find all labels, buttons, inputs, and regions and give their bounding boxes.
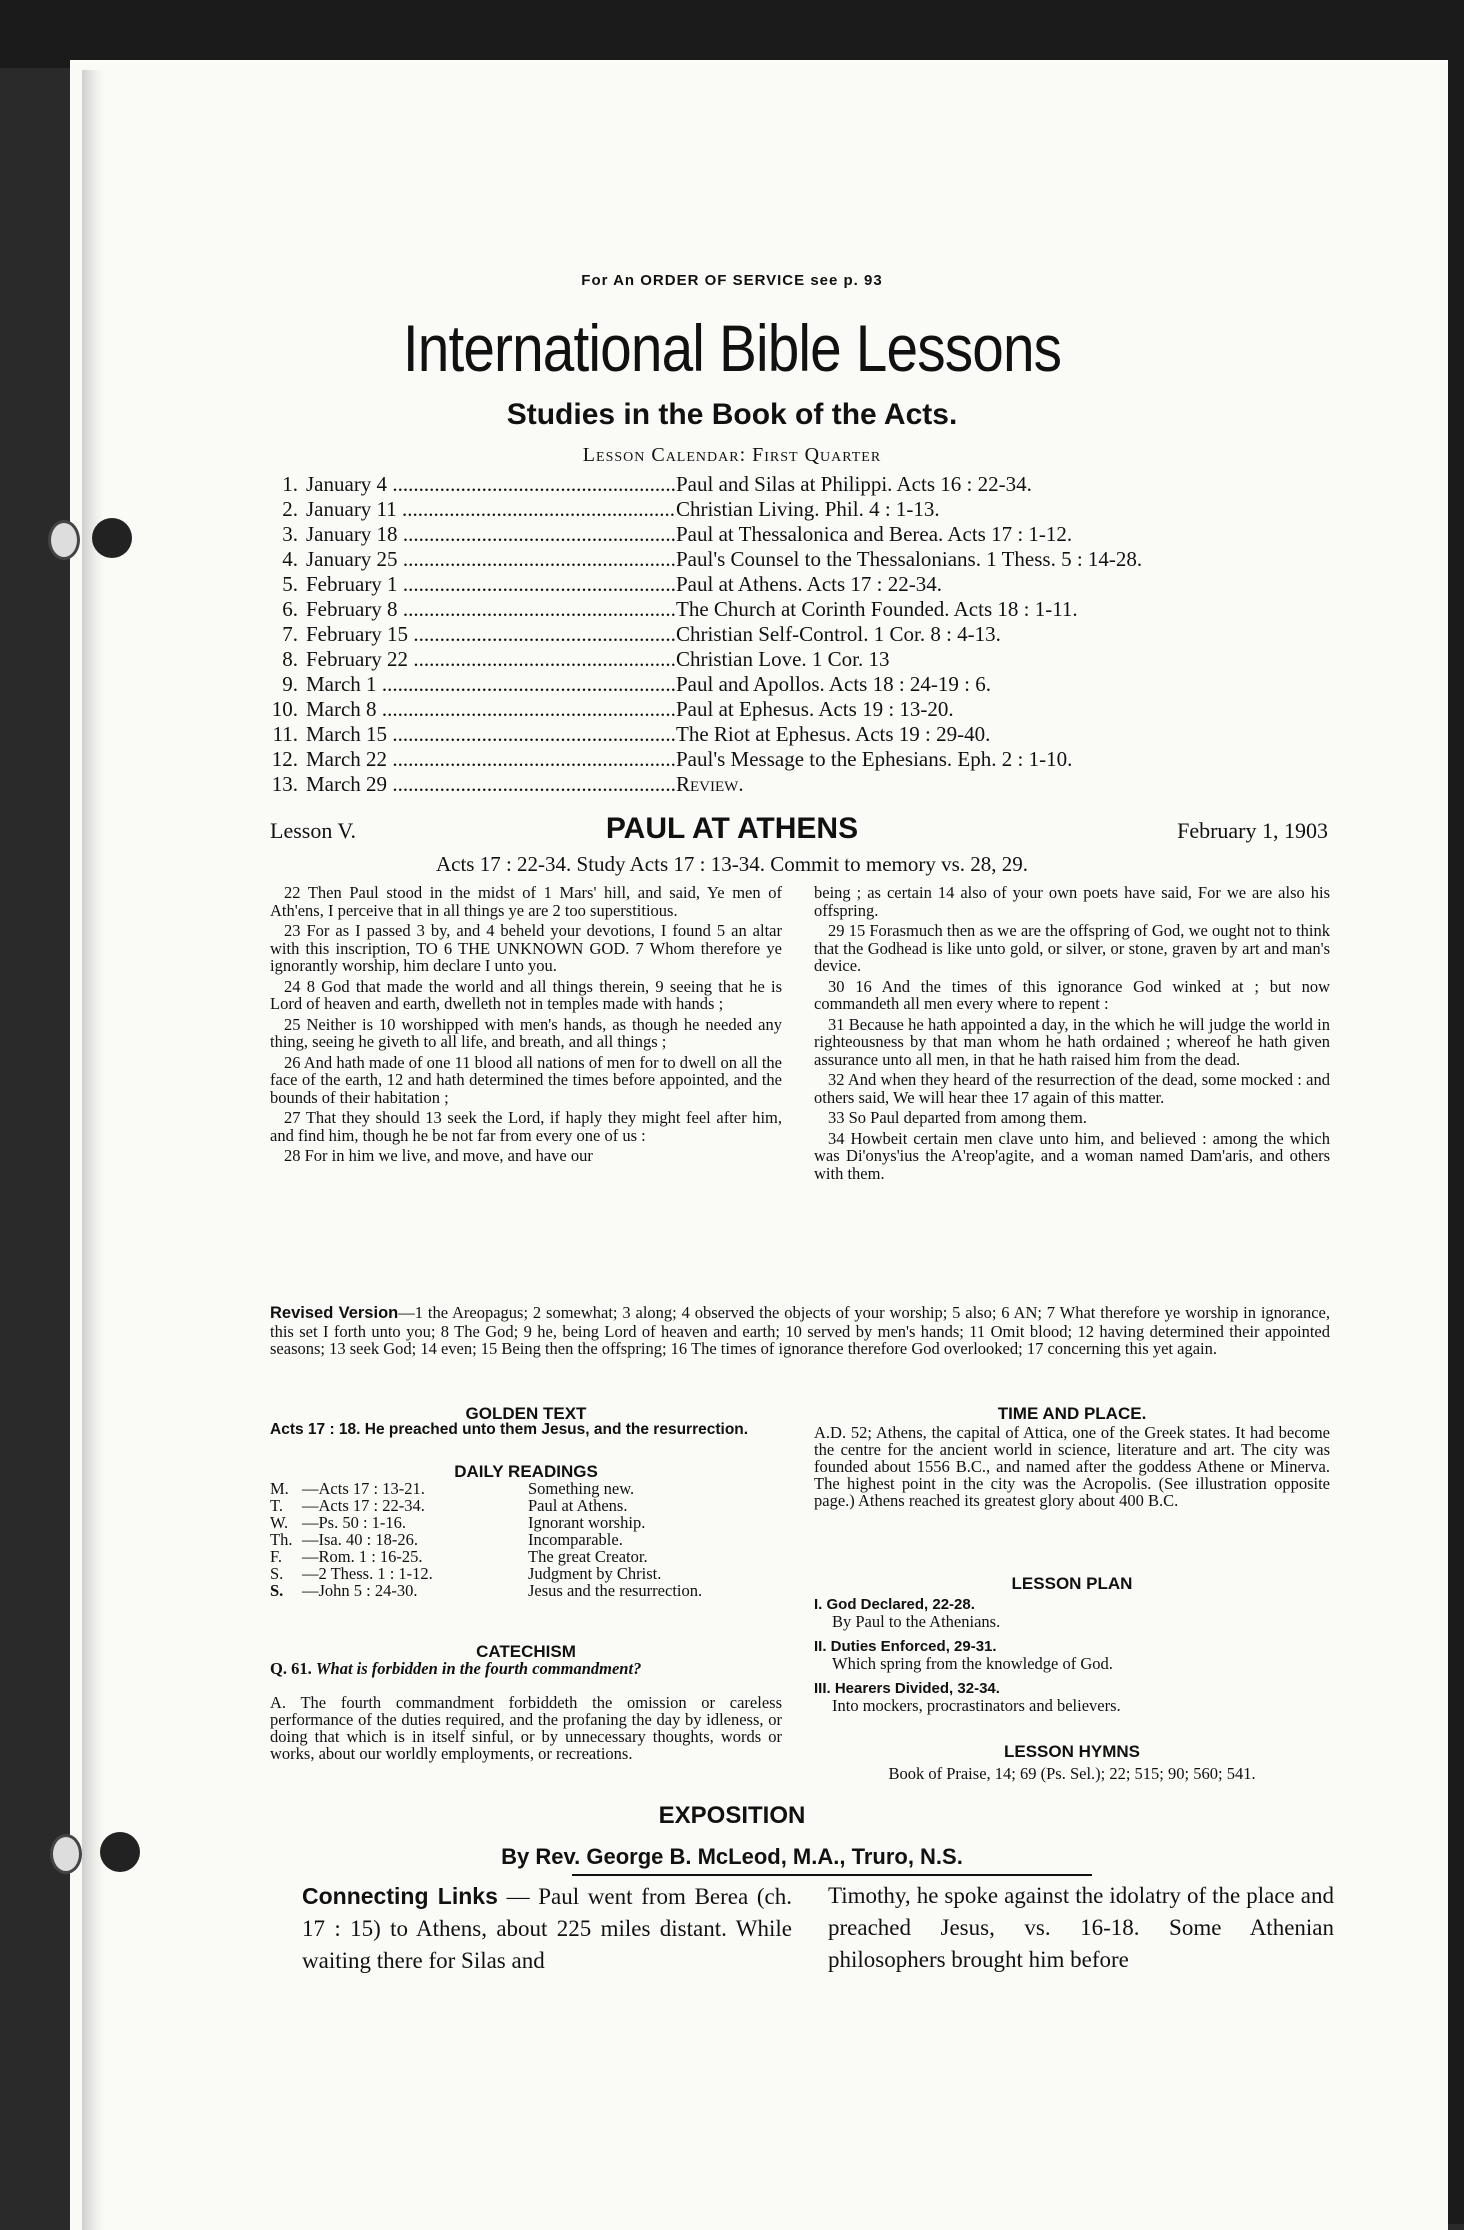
lesson-plan-detail: Into mockers, procrastinators and believers. [832,1696,1121,1715]
lesson-calendar [268,472,1328,797]
lesson-reference: Acts 17 : 22-34. Study Acts 17 : 13-34. Commit to memory vs. 28, 29. [435,852,1029,876]
connecting-links-label: Connecting Links [302,1883,498,1909]
exposition-author: By Rev. George B. McLeod, M.A., Truro, N.S. [501,1844,963,1869]
verse-paragraph: 33 So Paul departed from among them. [828,1108,1087,1127]
golden-text: Acts 17 : 18. He preached unto them Jesus, and the resurrection. [270,1421,749,1438]
calendar-row: 9. March 1 ..... Paul and Apollos. Acts 18 : 24-19 : 6. [268,672,1328,697]
calendar-row: 4. January 25 ..... Paul's Counsel to the Thessalonians. 1 Thess. 5 : 14-28. [268,547,1328,572]
catechism-question: Q. 61. What is forbidden in the fourth commandment? [270,1659,642,1678]
verse-paragraph: 34 Howbeit certain men clave unto him, and believed : among the which was Di'onys'ius the A'reop'agite, and a woman named Dam'aris, and others with them. [814,1128,1330,1183]
page-subtitle: Studies in the Book of the Acts. [506,398,958,431]
lesson-plan-detail: By Paul to the Athenians. [832,1612,1001,1631]
lesson-title: PAUL AT ATHENS [605,812,859,845]
verse-paragraph: 23 For as I passed 3 by, and 4 beheld your devotions, I found 5 an altar with this inscription, TO 6 THE UNKNOWN GOD. 7 Whom therefore ye ignorantly worship, him declare I unto you. [270,921,782,975]
verse-paragraph: 24 8 God that made the world and all things therein, 9 seeing that he is Lord of heaven and earth, dwelleth not in temples made with hands ; [270,976,782,1013]
catechism-title: CATECHISM [476,1642,576,1661]
calendar-row: 2. January 11 ..... Christian Living. Phil. 4 : 1-13. [268,497,1328,522]
list-item: Th. —Isa. 40 : 18-26. Incomparable. [270,1530,623,1549]
verse-paragraph: 31 Because he hath appointed a day, in the which he will judge the world in righteousness by that man whom he hath ordained ; whereof he hath given assurance unto all men, in that he hath raised him from the dead. [814,1014,1330,1069]
calendar-row: 13. March 29 ..... Review. [268,772,1328,797]
revised-version-text: —1 the Areopagus; 2 somewhat; 3 along; 4 observed the objects of your worship; 5 also; 6 AN; 7 What therefore ye worship in ignorance, this set I forth unto you; 8 The God; 9 he, being Lord of heaven and earth; 10 served by men's hands; 11 Omit blood; 12 having determined their appointed seasons; 13 seek God; 14 even; 15 Being then the offspring; 16 The times of ignorance therefore God overlooked; 17 concerning this yet again. [270,1303,1331,1358]
verse-paragraph: 26 And hath made of one 11 blood all nations of men for to dwell on all the face of the earth, 12 and hath determined the times before appointed, and the bounds of their habitation ; [270,1052,782,1107]
lesson-plan-heading: I. God Declared, 22-28. [814,1596,975,1613]
page-binding-edge [82,70,104,2230]
revised-version-label: Revised Version [270,1304,399,1322]
list-item: M. —Acts 17 : 13-21. Something new. [270,1479,635,1498]
order-of-service-note: For An ORDER OF SERVICE see p. 93 [581,272,883,289]
calendar-row: 11. March 15 ..... The Riot at Ephesus. Acts 19 : 29-40. [268,722,1328,747]
verse-paragraph: 32 And when they heard of the resurrection of the dead, some mocked : and others said, We will hear thee 17 again of this matter. [814,1070,1330,1107]
verse-paragraph: 22 Then Paul stood in the midst of 1 Mars' hill, and said, Ye men of Ath'ens, I perceive that in all things ye are 2 too superstitious. [270,883,782,920]
lesson-number: Lesson V. [270,818,356,843]
lesson-plan-heading: III. Hearers Divided, 32-34. [814,1680,1000,1697]
calendar-row: 7. February 15 ..... Christian Self-Control. 1 Cor. 8 : 4-13. [268,622,1328,647]
list-item: W. —Ps. 50 : 1-16. Ignorant worship. [270,1513,646,1532]
lesson-date: February 1, 1903 [1177,818,1328,843]
list-item: F. —Rom. 1 : 16-25. The great Creator. [270,1547,648,1566]
golden-text-title: GOLDEN TEXT [465,1404,587,1423]
scan-border-top [0,0,1464,68]
exposition-left-text: — Paul went from Berea (ch. 17 : 15) to Athens, about 225 miles distant. While waiting there for Silas and [302,1884,792,1973]
calendar-row: 6. February 8 ..... The Church at Corinth Founded. Acts 18 : 1-11. [268,597,1328,622]
scripture-left-column [270,884,782,1168]
calendar-row: 8. February 22 ..... Christian Love. 1 Cor. 13 [268,647,1328,672]
verse-paragraph: 25 Neither is 10 worshipped with men's hands, as though he needed any thing, seeing he giveth to all life, and breath, and all things ; [270,1014,782,1051]
revised-version-notes [270,1304,1330,1358]
binder-ring-icon [48,520,80,560]
time-place-title: TIME AND PLACE. [997,1404,1147,1423]
list-item: S. —2 Thess. 1 : 1-12. Judgment by Christ. [270,1564,662,1583]
exposition-right-text: Timothy, he spoke against the idolatry of the place and preached Jesus, vs. 16-18. Some Athenian philosophers brought him before [828,1883,1334,1972]
verse-paragraph: 30 16 And the times of this ignorance God winked at ; but now commandeth all men every where to repent : [814,976,1330,1013]
author-underline [572,1874,1092,1876]
verse-paragraph: 29 15 Forasmuch then as we are the offspring of God, we ought not to think that the Godhead is like unto gold, or silver, or stone, graven by art and man's device. [814,921,1330,975]
calendar-row: 12. March 22 ..... Paul's Message to the Ephesians. Eph. 2 : 1-10. [268,747,1328,772]
time-place-text: A.D. 52; Athens, the capital of Attica, one of the Greek states. It had become the centre for the ancient world in science, literature and art. The city was founded about 1556 B.C., and named after the goddess Athene or Minerva. The highest point in the city was the Acropolis. (See illustration opposite page.) Athens reached its greatest glory about 400 B.C. [814,1423,1330,1510]
catechism-answer: A. The fourth commandment forbiddeth the omission or careless performance of the duties required, and the profaning the day by idleness, or doing that which is in itself sinful, or by unnecessary thoughts, words or works, about our worldly employments, or recreations. [270,1693,782,1763]
verse-paragraph: 28 For in him we live, and move, and have our [284,1146,593,1165]
calendar-title: Lesson Calendar: First Quarter [582,444,882,466]
scripture-right-column [814,884,1330,1185]
daily-readings-title: DAILY READINGS [454,1462,598,1481]
calendar-row: 1. January 4 ..... Paul and Silas at Philippi. Acts 16 : 22-34. [268,472,1328,497]
list-item: S. —John 5 : 24-30. Jesus and the resurrection. [270,1581,703,1600]
binder-hole-icon [92,518,132,558]
lesson-hymns-title: LESSON HYMNS [1003,1742,1141,1761]
lesson-plan-heading: II. Duties Enforced, 29-31. [814,1638,997,1655]
calendar-row: 3. January 18 ..... Paul at Thessalonica and Berea. Acts 17 : 1-12. [268,522,1328,547]
list-item: T. —Acts 17 : 22-34. Paul at Athens. [270,1496,628,1515]
page-title: International Bible Lessons [402,311,1062,385]
daily-readings-list [270,1480,790,1599]
exposition-left-column [302,1880,792,1977]
lesson-hymns-text: Book of Praise, 14; 69 (Ps. Sel.); 22; 515; 90; 560; 541. [888,1764,1256,1783]
lesson-plan-list [814,1596,1330,1722]
lesson-plan-detail: Which spring from the knowledge of God. [832,1654,1113,1673]
exposition-title: EXPOSITION [658,1802,806,1829]
verse-paragraph: being ; as certain 14 also of your own poets have said, For we are also his offspring. [814,883,1330,920]
calendar-row: 10. March 8 ..... Paul at Ephesus. Acts 19 : 13-20. [268,697,1328,722]
calendar-row: 5. February 1 ..... Paul at Athens. Acts 17 : 22-34. [268,572,1328,597]
lesson-plan-title: LESSON PLAN [1011,1574,1133,1593]
verse-paragraph: 27 That they should 13 seek the Lord, if haply they might feel after him, and find him, though he be not far from every one of us : [270,1108,782,1145]
